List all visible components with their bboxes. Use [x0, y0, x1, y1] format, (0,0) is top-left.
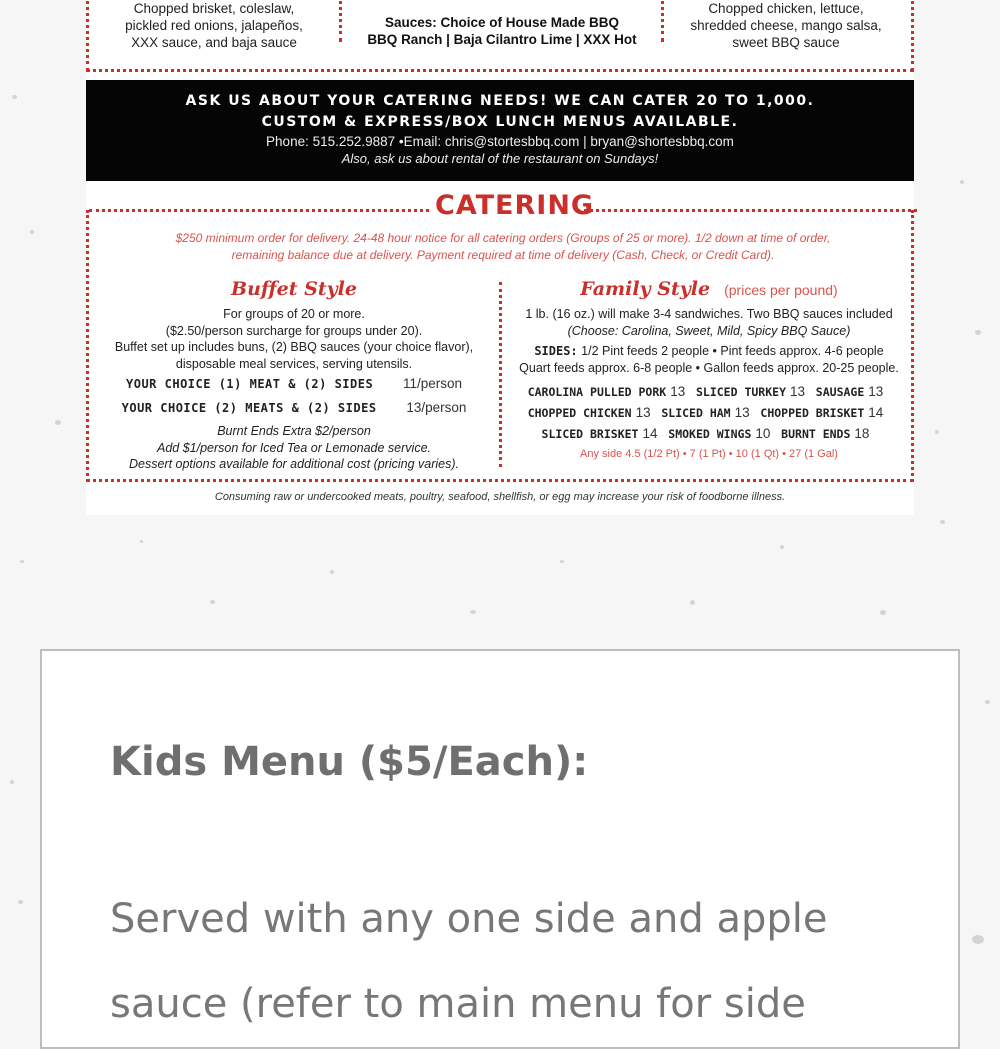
family-style-column: Family Style (prices per pound) 1 lb. (16 oz.) will make 3-4 sandwiches. Two BBQ sauces included (Choose: Carolina, Sweet, Mild, Spicy BBQ Sauce) SIDES: 1/2 Pint feeds 2 people • Pint feeds approx. 4-6 people Quart feeds approx. 6-8 people • Gallon feeds approx. 20-25 people. CAROLINA PULLED PORK 13 SLICED TURKEY 13 SAUSAGE 13 CHOPPED CHICKEN 13 SLICED HAM 13 CHOPPED BRISKET 14 SLICED BRISKET 14 SMOKED WINGS 10 BURNT ENDS 18 Any side 4.5 (1/2 Pt) • 7 (1 Pt) • 10 (1 Qt) • 27 (1 Gal)	[509, 278, 909, 460]
menu-top-section	[86, 0, 914, 72]
kids-menu-card	[40, 649, 960, 1049]
buffet-choice: YOUR CHOICE (1) MEAT & (2) SIDES 11/person	[126, 376, 462, 391]
buffet-choice: YOUR CHOICE (2) MEATS & (2) SIDES 13/person	[121, 400, 467, 415]
catering-banner	[86, 80, 914, 181]
any-side-prices: Any side 4.5 (1/2 Pt) • 7 (1 Pt) • 10 (1 Qt) • 27 (1 Gal)	[580, 448, 838, 460]
catering-title-row	[89, 190, 917, 227]
buffet-title: Buffet Style	[231, 278, 357, 300]
banner-subheadline: CUSTOM & EXPRESS/BOX LUNCH MENUS AVAILABLE.	[261, 114, 739, 130]
catering-title: CATERING	[435, 190, 595, 221]
banner-note: Also, ask us about rental of the restaurant on Sundays!	[341, 151, 659, 166]
family-title: Family Style (prices per pound)	[580, 278, 838, 300]
prices-note: (prices per pound)	[724, 282, 838, 298]
sauces-description: Sauces: Choice of House Made BBQ BBQ Ranch | Baja Cilantro Lime | XXX Hot	[367, 15, 637, 47]
buffet-style-column: Buffet Style For groups of 20 or more. ($2.50/person surcharge for groups under 20). Buffet set up includes buns, (2) BBQ sauces (your choice flavor), disposable meal services, serving utensils. YOUR CHOICE (1) MEAT & (2) SIDES 11/person YOUR CHOICE (2) MEATS & (2) SIDES 13/person Burnt Ends Extra $2/person Add $1/person for Iced Tea or Lemonade service. Dessert options available for additional cost (pricing varies).	[99, 278, 489, 473]
catering-section	[86, 190, 914, 482]
top-right-description: Chopped chicken, lettuce, shredded cheese, mango salsa, sweet BBQ sauce	[690, 1, 882, 50]
column-divider	[499, 282, 502, 467]
meat-price-row: CAROLINA PULLED PORK 13 SLICED TURKEY 13 SAUSAGE 13	[527, 384, 884, 399]
foodborne-disclaimer: Consuming raw or undercooked meats, poultry, seafood, shellfish, or egg may increase your risk of foodborne illness.	[214, 491, 786, 503]
kids-menu-description: Served with any one side and apple sauce (refer to main menu for side	[110, 896, 828, 1027]
kids-menu-heading: Kids Menu ($5/Each):	[110, 739, 589, 785]
divider	[339, 0, 342, 42]
sides-info: SIDES: 1/2 Pint feeds 2 people • Pint feeds approx. 4-6 people	[534, 344, 884, 358]
top-left-description: Chopped brisket, coleslaw, pickled red onions, jalapeños, XXX sauce, and baja sauce	[125, 1, 303, 50]
banner-contact: Phone: 515.252.9887 •Email: chris@stortesbbq.com | bryan@shortesbbq.com	[266, 134, 734, 149]
title-rule-left	[89, 209, 429, 212]
banner-headline: ASK US ABOUT YOUR CATERING NEEDS! WE CAN CATER 20 TO 1,000.	[185, 93, 815, 109]
divider	[661, 0, 664, 42]
meat-price-row: CHOPPED CHICKEN 13 SLICED HAM 13 CHOPPED BRISKET 14	[527, 405, 884, 420]
catering-terms: $250 minimum order for delivery. 24-48 hour notice for all catering orders (Groups of 25 or more). 1/2 down at time of order, remaining balance due at delivery. Payment required at time of delivery (Cash, Check, or Credit Card).	[175, 231, 831, 262]
title-rule-right	[577, 209, 917, 212]
meat-price-row: SLICED BRISKET 14 SMOKED WINGS 10 BURNT ENDS 18	[541, 426, 870, 441]
catering-menu-image	[86, 0, 914, 515]
